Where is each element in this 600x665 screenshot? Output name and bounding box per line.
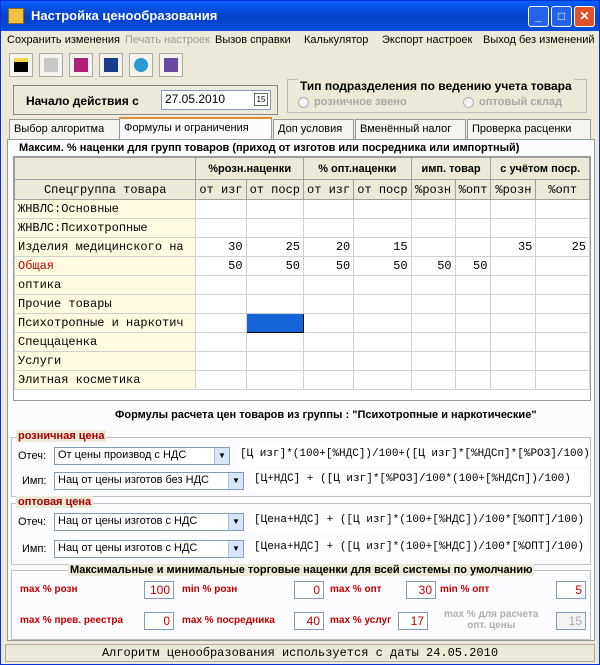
group-name-cell[interactable]: Элитная косметика — [15, 371, 196, 390]
save-tool-button[interactable] — [9, 53, 33, 77]
app-icon — [8, 8, 24, 24]
markup-cell[interactable] — [304, 352, 354, 371]
markup-cell[interactable] — [196, 276, 246, 295]
markup-cell[interactable] — [354, 219, 411, 238]
retail-otech-value: От цены производ с НДС — [58, 449, 187, 461]
markup-cell[interactable] — [536, 200, 590, 219]
table-row[interactable] — [15, 295, 590, 314]
markup-cell[interactable] — [491, 295, 536, 314]
group-name-cell[interactable]: Изделия медицинского на — [15, 238, 196, 257]
export-icon — [134, 58, 148, 72]
help-tool-button[interactable] — [69, 53, 93, 77]
chevron-down-icon: ▼ — [228, 514, 243, 530]
formulas-title: Формулы расчета цен товаров из группы : "Психотропные и наркотические" — [115, 409, 537, 421]
window-title: Настройка ценообразования — [31, 8, 218, 23]
markup-cell[interactable] — [455, 295, 491, 314]
start-date-input[interactable] — [161, 90, 271, 110]
markup-cell[interactable] — [354, 371, 411, 390]
exit-tool-button[interactable] — [159, 53, 183, 77]
whole-imp-formula: [Цена+НДС] + ([Ц изг]*(100+[%НДС])/100*[%ОПТ]/100) — [250, 539, 586, 559]
max-calc-label — [444, 609, 538, 631]
tab-algorithm[interactable]: Выбор алгоритма — [9, 119, 121, 139]
markup-cell[interactable] — [246, 295, 303, 314]
markup-cell[interactable] — [455, 352, 491, 371]
markup-cell[interactable] — [491, 333, 536, 352]
book-icon — [74, 58, 88, 72]
maximize-button[interactable]: □ — [551, 6, 572, 27]
menu-help[interactable]: Вызов справки — [215, 34, 291, 46]
max-wholesale-label: max % опт — [330, 584, 382, 595]
markup-cell[interactable] — [304, 371, 354, 390]
radio-wholesale — [463, 97, 474, 108]
markup-cell[interactable] — [354, 200, 411, 219]
table-row[interactable] — [15, 238, 590, 257]
markup-cell[interactable] — [536, 352, 590, 371]
table-row[interactable] — [15, 200, 590, 219]
max-services-label: max % услуг — [330, 615, 392, 626]
markup-cell[interactable] — [304, 219, 354, 238]
chevron-down-icon: ▼ — [228, 473, 243, 489]
markup-cell[interactable] — [196, 200, 246, 219]
markup-cell[interactable] — [411, 352, 455, 371]
markup-cell[interactable]: 50 — [196, 257, 246, 276]
max-wholesale-input[interactable]: 30 — [406, 581, 436, 599]
tab-imputed-tax[interactable]: Вменённый налог — [355, 119, 466, 139]
calculator-icon — [104, 58, 118, 72]
markup-cell[interactable] — [411, 371, 455, 390]
markup-cell[interactable] — [196, 333, 246, 352]
menu-calculator[interactable]: Калькулятор — [304, 34, 369, 46]
markup-cell[interactable] — [246, 276, 303, 295]
markup-cell[interactable] — [491, 200, 536, 219]
radio-wholesale-label: оптовый склад — [479, 96, 563, 108]
markup-cell[interactable] — [304, 333, 354, 352]
max-broker-label: max % посредника — [182, 615, 275, 626]
grid-group-header-broker: с учётом поср. — [491, 158, 590, 180]
markup-cell[interactable] — [455, 276, 491, 295]
retail-imp-value: Нац от цены изготов без НДС — [58, 474, 209, 486]
markup-cell[interactable] — [536, 371, 590, 390]
markup-cell[interactable] — [411, 314, 455, 333]
markup-cell[interactable] — [246, 200, 303, 219]
markup-cell[interactable]: 35 — [491, 238, 536, 257]
tab-formulas[interactable]: Формулы и ограничения — [119, 117, 272, 139]
table-row[interactable] — [15, 314, 590, 333]
division-type-title: Тип подразделения по ведению учета товара — [300, 79, 572, 93]
min-wholesale-input[interactable]: 5 — [556, 581, 586, 599]
tab-extra-conditions[interactable]: Доп условия — [273, 119, 354, 139]
max-retail-label: max % розн — [20, 584, 78, 595]
whole-imp-value: Нац от цены изготов с НДС — [58, 542, 198, 554]
markup-cell[interactable]: 50 — [411, 257, 455, 276]
retail-otech-label: Отеч: — [18, 450, 47, 462]
markup-cell[interactable] — [196, 352, 246, 371]
markup-cell[interactable] — [455, 200, 491, 219]
markup-cell[interactable] — [411, 219, 455, 238]
max-retail-input[interactable]: 100 — [144, 581, 174, 599]
markup-cell[interactable] — [411, 295, 455, 314]
group-name-cell[interactable]: Спеццаценка — [15, 333, 196, 352]
division-type-group — [287, 79, 587, 113]
print-tool-button — [39, 53, 63, 77]
retail-otech-formula: [Ц изг]*(100+[%НДС])/100+([Ц изг]*[%НДСп]*[%РОЗ]/100) — [236, 446, 586, 466]
menu-exit[interactable]: Выход без изменений — [483, 34, 595, 46]
grid-group-header-retail: %розн.наценки — [196, 158, 304, 180]
export-tool-button[interactable] — [129, 53, 153, 77]
markup-cell[interactable] — [354, 295, 411, 314]
markup-cell[interactable]: 25 — [246, 238, 303, 257]
exit-door-icon — [164, 58, 178, 72]
markup-cell[interactable] — [455, 371, 491, 390]
retail-otech-select[interactable] — [54, 447, 230, 465]
grid-caption: Максим. % наценки для групп товаров (приход от изготов или посредника или импортный) — [19, 142, 520, 154]
markup-cell[interactable] — [354, 352, 411, 371]
whole-otech-select[interactable] — [54, 513, 244, 531]
markup-cell[interactable]: 20 — [304, 238, 354, 257]
group-name-cell[interactable]: ЖНВЛС:Основные — [15, 200, 196, 219]
min-wholesale-label: min % опт — [440, 584, 490, 595]
markup-cell[interactable] — [246, 333, 303, 352]
group-name-cell[interactable]: ЖНВЛС:Психотропные — [15, 219, 196, 238]
markup-cell[interactable] — [304, 276, 354, 295]
markup-cell[interactable] — [246, 314, 303, 333]
markup-cell[interactable] — [536, 295, 590, 314]
retail-imp-formula: [Ц+НДС] + ([Ц изг]*[%РОЗ]/100*(100+[%НДСп])/100) — [250, 471, 586, 491]
markup-cell[interactable] — [304, 200, 354, 219]
col-header-whole-broker[interactable]: от поср — [354, 180, 411, 200]
whole-otech-formula: [Цена+НДС] + ([Ц изг]*(100+[%НДС])/100*[%ОПТ]/100) — [250, 512, 586, 532]
markup-cell[interactable] — [196, 295, 246, 314]
min-retail-label: min % розн — [182, 584, 238, 595]
markup-cell[interactable] — [491, 219, 536, 238]
group-name-cell[interactable]: Услуги — [15, 352, 196, 371]
markup-cell[interactable] — [491, 352, 536, 371]
menu-print: Печать настроек — [125, 34, 210, 46]
min-retail-input[interactable]: 0 — [294, 581, 324, 599]
max-broker-input[interactable]: 40 — [294, 612, 324, 630]
group-name-cell[interactable]: оптика — [15, 276, 196, 295]
table-row[interactable] — [15, 371, 590, 390]
markup-cell[interactable] — [491, 314, 536, 333]
max-calc-input: 15 — [556, 612, 586, 630]
markup-cell[interactable] — [455, 333, 491, 352]
markup-cell[interactable]: 50 — [304, 257, 354, 276]
markup-cell[interactable] — [246, 352, 303, 371]
markup-cell[interactable] — [455, 219, 491, 238]
markup-cell[interactable] — [354, 333, 411, 352]
col-header-broker-whole[interactable]: %опт — [536, 180, 590, 200]
table-row[interactable] — [15, 352, 590, 371]
col-header-retail-mfr[interactable]: от изг — [196, 180, 246, 200]
markup-cell[interactable] — [536, 257, 590, 276]
markup-cell[interactable] — [246, 219, 303, 238]
max-exceed-registry-input[interactable]: 0 — [144, 612, 174, 630]
markup-cell[interactable]: 30 — [196, 238, 246, 257]
grid-group-header-row — [15, 158, 590, 180]
grid-body — [15, 200, 590, 390]
whole-imp-label: Имп: — [22, 543, 47, 555]
retail-imp-select[interactable] — [54, 472, 244, 490]
group-name-cell[interactable]: Общая — [15, 257, 196, 276]
retail-price-group — [11, 430, 591, 497]
markup-cell[interactable] — [196, 314, 246, 333]
markup-grid[interactable] — [13, 156, 591, 401]
menu-save[interactable]: Сохранить изменения — [7, 34, 120, 46]
col-header-group[interactable]: Спецгруппа товара — [15, 180, 196, 200]
markup-cell[interactable]: 50 — [455, 257, 491, 276]
max-calc-label-line1: max % для расчета — [444, 609, 539, 620]
grid-group-header-empty — [15, 158, 196, 180]
col-header-broker-retail[interactable]: %розн — [491, 180, 536, 200]
markup-cell[interactable] — [455, 238, 491, 257]
max-exceed-registry-label: max % прев. реестра — [20, 615, 124, 626]
grid-group-header-wholesale: % опт.наценки — [304, 158, 412, 180]
limits-group — [11, 564, 591, 640]
markup-cell[interactable] — [196, 371, 246, 390]
markup-cell[interactable] — [455, 314, 491, 333]
minimize-button[interactable]: _ — [528, 6, 549, 27]
calendar-icon[interactable]: 15 — [254, 93, 268, 106]
radio-retail-label: розничное звено — [314, 96, 407, 108]
markup-cell[interactable] — [354, 314, 411, 333]
markup-cell[interactable] — [536, 333, 590, 352]
col-header-import-retail[interactable]: %розн — [411, 180, 455, 200]
markup-cell[interactable] — [304, 295, 354, 314]
max-services-input[interactable]: 17 — [398, 612, 428, 630]
markup-cell[interactable] — [196, 219, 246, 238]
markup-cell[interactable] — [491, 257, 536, 276]
markup-cell[interactable] — [536, 314, 590, 333]
markup-cell[interactable] — [491, 371, 536, 390]
menu-bar — [1, 31, 599, 51]
printer-icon — [44, 58, 58, 72]
whole-imp-select[interactable] — [54, 540, 244, 558]
start-date-panel — [13, 85, 278, 115]
radio-retail — [298, 97, 309, 108]
markup-cell[interactable]: 50 — [354, 257, 411, 276]
markup-cell[interactable] — [411, 238, 455, 257]
limits-title: Максимальные и минимальные торговые наценки для всей системы по умолчанию — [70, 564, 533, 576]
close-button[interactable]: ✕ — [574, 6, 595, 27]
markup-cell[interactable] — [354, 276, 411, 295]
grid-column-header-row — [15, 180, 590, 200]
start-date-label: Начало действия с — [26, 94, 139, 108]
retail-price-title: розничная цена — [18, 430, 105, 442]
table-row[interactable] — [15, 257, 590, 276]
title-bar[interactable] — [1, 1, 599, 31]
wholesale-price-title: оптовая цена — [18, 496, 92, 508]
group-name-cell[interactable]: Прочие товары — [15, 295, 196, 314]
col-header-import-whole[interactable]: %опт — [455, 180, 491, 200]
wholesale-price-group — [11, 496, 591, 565]
markup-cell[interactable] — [411, 200, 455, 219]
table-row[interactable] — [15, 333, 590, 352]
table-row[interactable] — [15, 276, 590, 295]
markup-cell[interactable] — [304, 314, 354, 333]
grid-group-header-import: имп. товар — [411, 158, 491, 180]
whole-otech-value: Нац от цены изготов с НДС — [58, 515, 198, 527]
status-bar: Алгоритм ценообразования используется с даты 24.05.2010 — [5, 644, 595, 662]
whole-otech-label: Отеч: — [18, 516, 47, 528]
floppy-icon — [14, 58, 28, 72]
markup-cell[interactable] — [411, 333, 455, 352]
col-header-whole-mfr[interactable]: от изг — [304, 180, 354, 200]
col-header-retail-broker[interactable]: от поср — [246, 180, 303, 200]
chevron-down-icon: ▼ — [214, 448, 229, 464]
start-date-value: 27.05.2010 — [165, 92, 226, 106]
markup-cell[interactable] — [536, 276, 590, 295]
markup-cell[interactable] — [536, 219, 590, 238]
table-row[interactable] — [15, 219, 590, 238]
markup-cell[interactable] — [411, 276, 455, 295]
menu-export[interactable]: Экспорт настроек — [382, 34, 473, 46]
retail-imp-label: Имп: — [22, 475, 47, 487]
max-calc-label-line2: опт. цены — [467, 620, 516, 631]
tab-price-check[interactable]: Проверка расценки — [467, 119, 591, 139]
markup-cell[interactable] — [491, 276, 536, 295]
markup-cell[interactable]: 15 — [354, 238, 411, 257]
markup-cell[interactable]: 25 — [536, 238, 590, 257]
markup-cell[interactable]: 50 — [246, 257, 303, 276]
markup-cell[interactable] — [246, 371, 303, 390]
calculator-tool-button[interactable] — [99, 53, 123, 77]
chevron-down-icon: ▼ — [228, 541, 243, 557]
group-name-cell[interactable]: Психотропные и наркотич — [15, 314, 196, 333]
